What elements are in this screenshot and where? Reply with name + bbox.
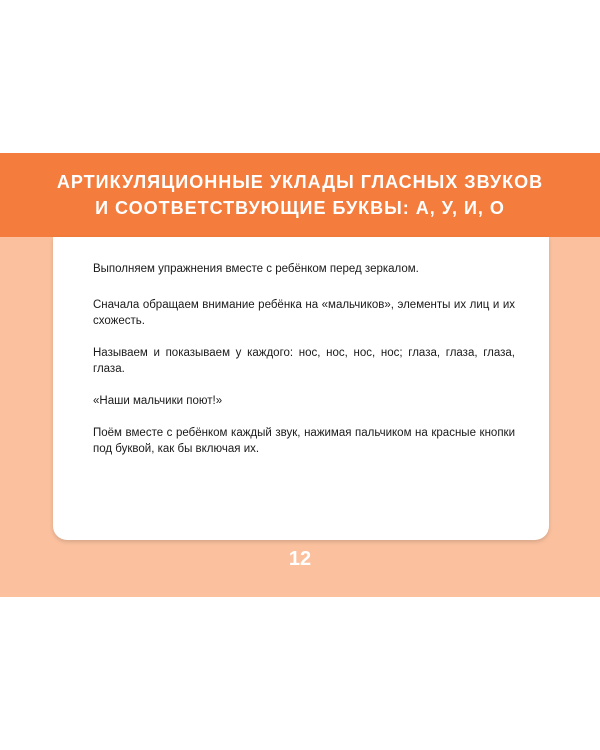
instruction-text xyxy=(93,261,515,473)
page-title-line-2: И СООТВЕТСТВУЮЩИЕ БУКВЫ: А, У, И, О xyxy=(95,198,505,218)
paragraph-1: Выполняем упражнения вместе с ребёнком перед зеркалом. xyxy=(93,263,419,275)
header-band xyxy=(0,153,600,237)
page-title-line-1: АРТИКУЛЯЦИОННЫЕ УКЛАДЫ ГЛАСНЫХ ЗВУКОВ xyxy=(56,172,544,192)
paragraph-5: Поём вместе с ребёнком каждый звук, нажимая пальчиком на красные кнопки под буквой, как бы включая их. xyxy=(93,427,515,455)
paragraph-3: Называем и показываем у каждого: нос, нос, нос, нос; глаза, глаза, глаза, глаза. xyxy=(93,347,515,375)
page-number: 12 xyxy=(288,548,312,570)
page-card xyxy=(0,153,600,597)
paragraph-4: «Наши мальчики поют!» xyxy=(93,395,223,407)
paragraph-2: Сначала обращаем внимание ребёнка на «мальчиков», элементы их лиц и их схожесть. xyxy=(93,299,515,327)
content-panel xyxy=(53,237,549,540)
